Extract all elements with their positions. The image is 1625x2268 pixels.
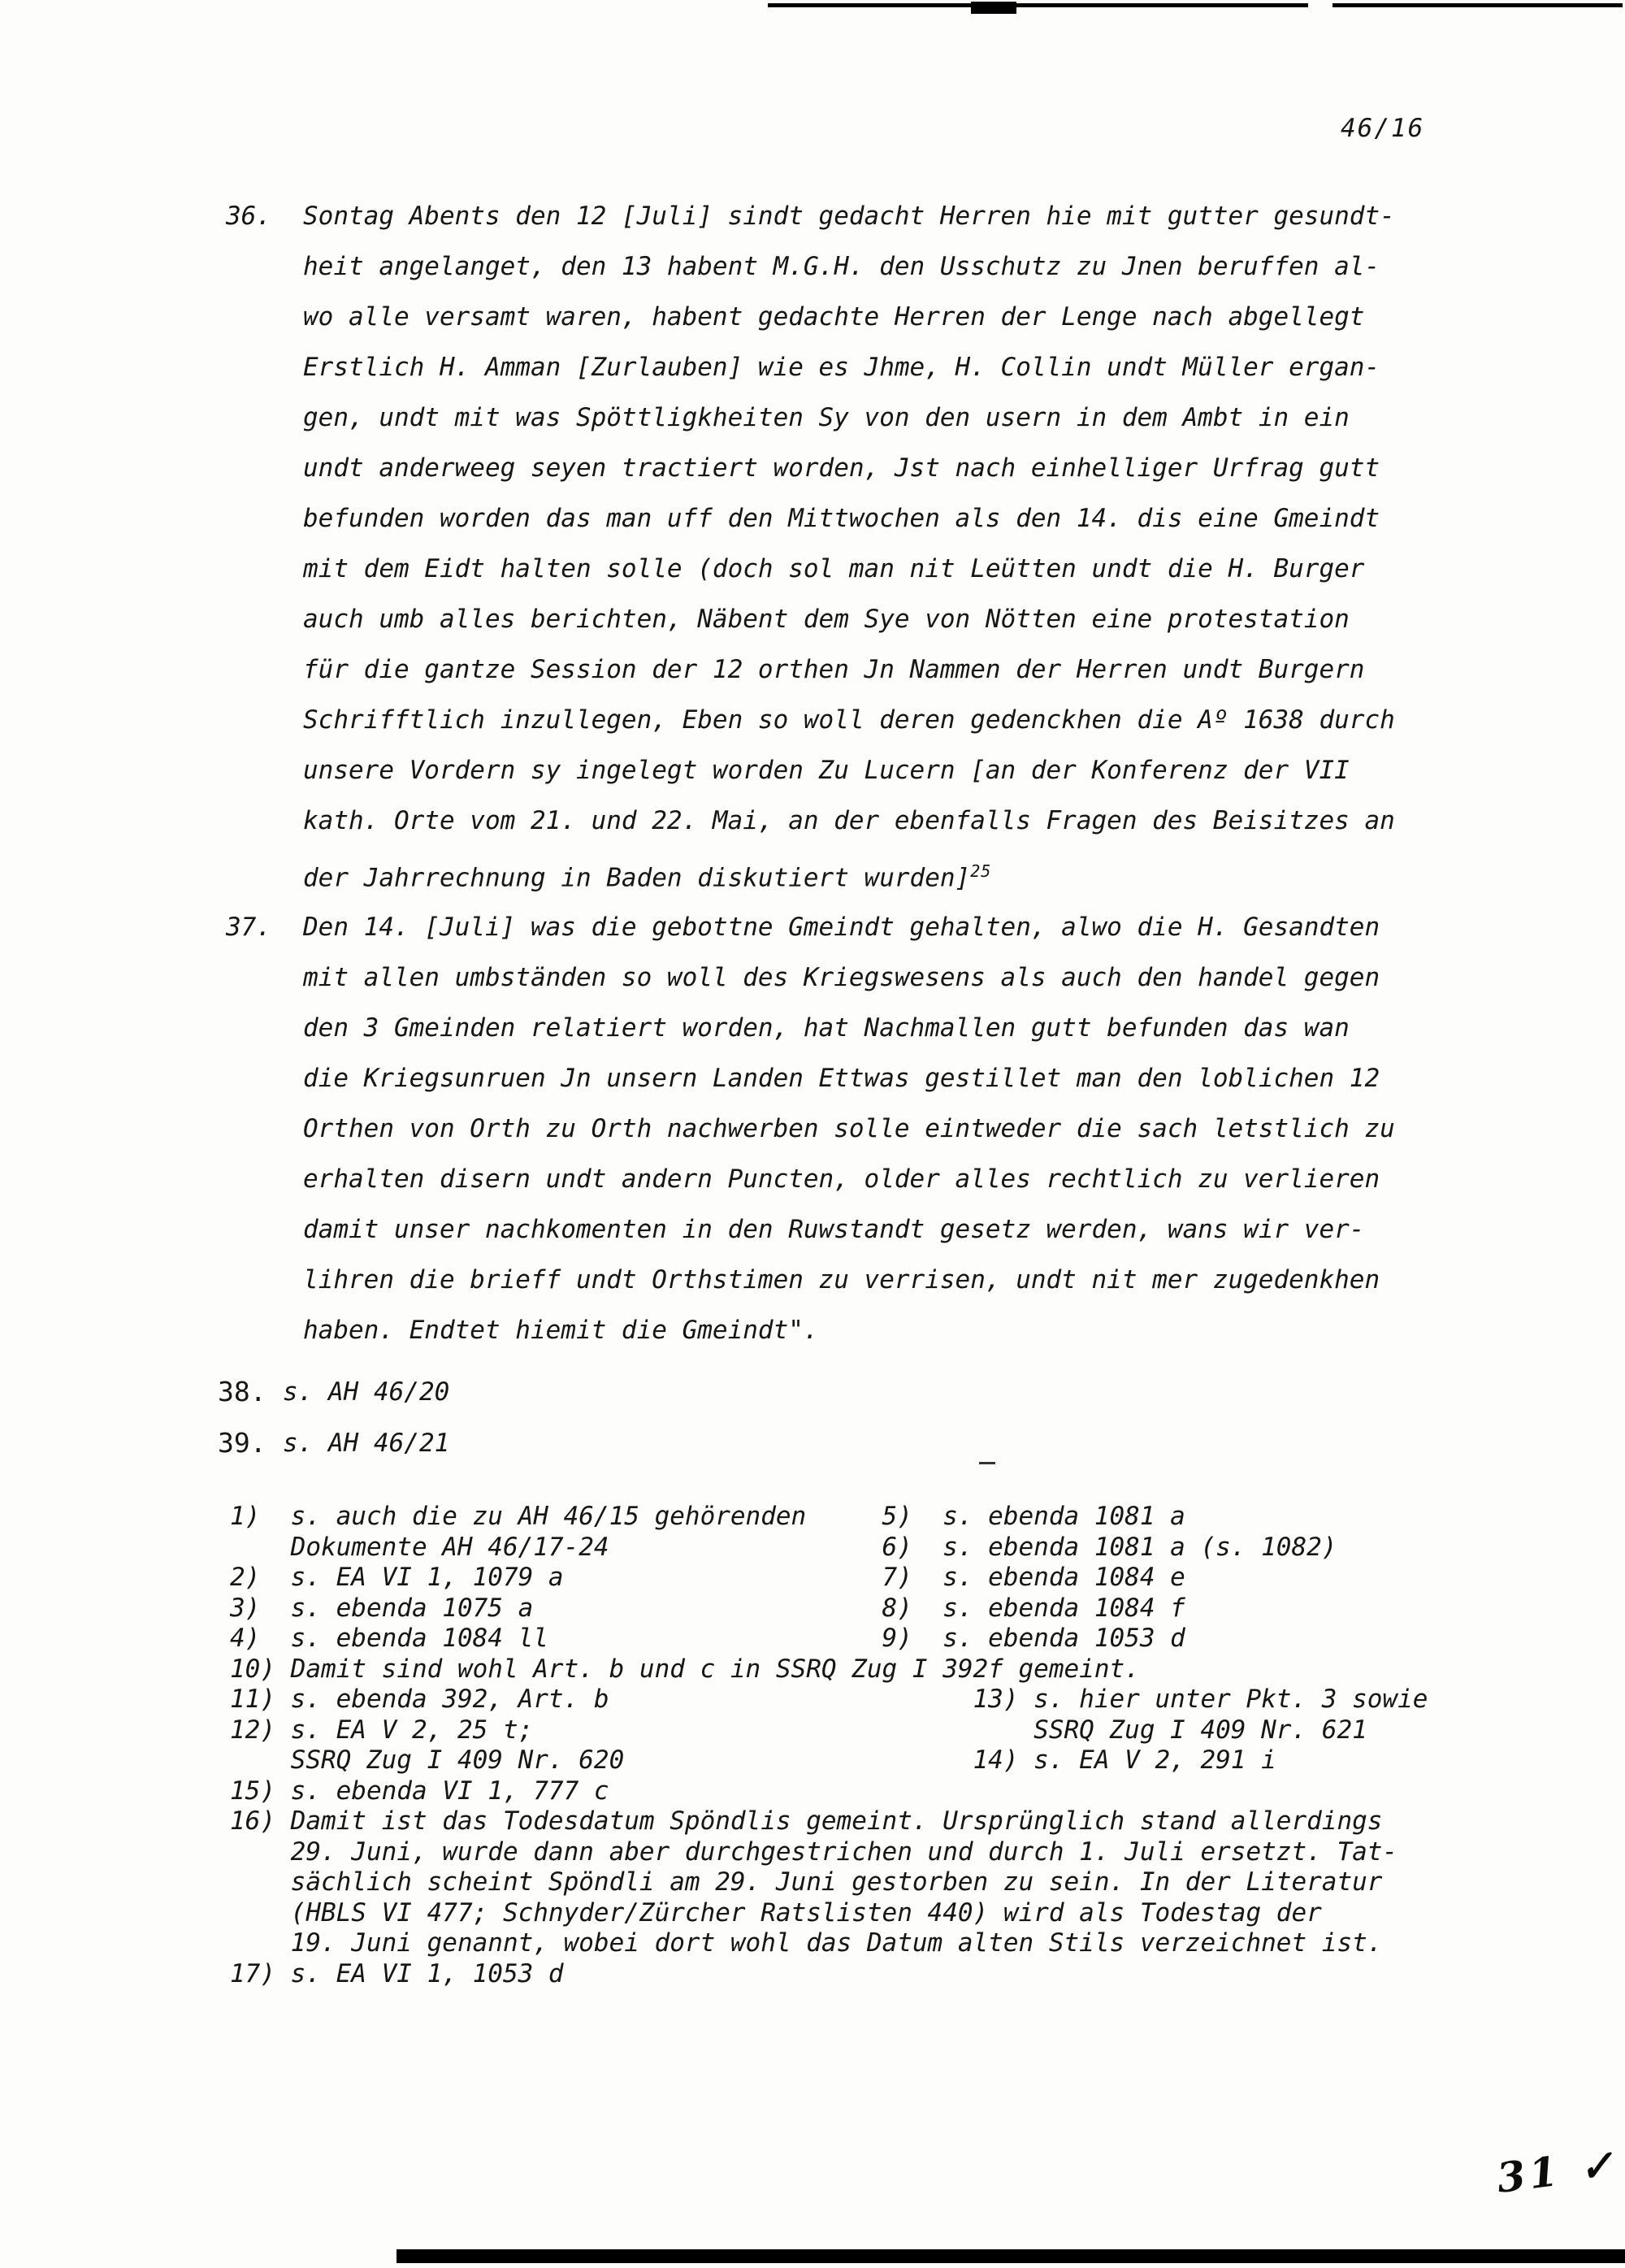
scan-artifact-stray-dash [979,1462,995,1464]
text-line: 11) s. ebenda 392, Art. b 13) s. hier unter Pkt. 3 sowie [230,1685,1428,1714]
text-line: Den 14. [Juli] was die gebottne Gmeindt gehalten, alwo die H. Gesandten [303,913,1380,942]
entry-37-number: 37. [226,913,271,942]
entry-37-body [303,902,1526,1355]
entry-38-text: s. AH 46/20 [283,1377,450,1407]
scan-artifact-bottom-bar [396,2249,1625,2263]
text-line: 1) s. auch die zu AH 46/15 gehörenden 5) s. ebenda 1081 a [230,1502,1185,1531]
text-line: 4) s. ebenda 1084 ll 9) s. ebenda 1053 d [230,1624,1185,1653]
text-line: heit angelanget, den 13 habent M.G.H. den Usschutz zu Jnen beruffen al- [303,252,1380,281]
text-line: 10) Damit sind wohl Art. b und c in SSRQ Zug I 392f gemeint. [230,1654,1140,1684]
text-line: befunden worden das man uff den Mittwochen als den 14. dis eine Gmeindt [303,504,1380,533]
footnotes [230,1502,1571,1989]
text-line: die Kriegsunruen Jn unsern Landen Ettwas gestillet man den loblichen 12 [303,1064,1380,1093]
text-line: undt anderweeg seyen tractiert worden, Jst nach einhelliger Urfrag gutt [303,453,1380,483]
text-line: sächlich scheint Spöndli am 29. Juni gestorben zu sein. In der Literatur [230,1867,1383,1897]
text-line: wo alle versamt waren, habent gedachte Herren der Lenge nach abgellegt [303,302,1365,332]
footnote-ref-25: 25 [970,861,992,881]
text-line: 15) s. ebenda VI 1, 777 c [230,1776,609,1806]
text-line: erhalten disern undt andern Puncten, older alles rechtlich zu verlieren [303,1164,1380,1194]
text-line: Schrifftlich inzullegen, Eben so woll deren gedenckhen die Aº 1638 durch [303,705,1395,735]
scan-artifact-top-line-right [1332,3,1623,7]
entry-36-number: 36. [226,202,271,231]
entry-38-number: 38. [218,1376,266,1407]
text-line: Dokumente AH 46/17-24 6) s. ebenda 1081 a (s. 1082) [230,1532,1337,1562]
text-line: 19. Juni genannt, wobei dort wohl das Datum alten Stils verzeichnet ist. [230,1928,1383,1958]
text-line: kath. Orte vom 21. und 22. Mai, an der ebenfalls Fragen des Beisitzes an [303,806,1395,835]
text-line: für die gantze Session der 12 orthen Jn Nammen der Herren undt Burgern [303,655,1365,684]
text-line: unsere Vordern sy ingelegt worden Zu Lucern [an der Konferenz der VII [303,756,1350,785]
entry-36 [226,191,1526,903]
text-line: SSRQ Zug I 409 Nr. 620 14) s. EA V 2, 291 i [230,1745,1276,1775]
text-line: 3) s. ebenda 1075 a 8) s. ebenda 1084 f [230,1593,1185,1623]
text-line: Orthen von Orth zu Orth nachwerben solle eintweder die sach letstlich zu [303,1114,1395,1143]
text-line: mit dem Eidt halten solle (doch sol man nit Leütten undt die H. Burger [303,554,1365,583]
entry-36-body [303,191,1526,846]
text-line: Sontag Abents den 12 [Juli] sindt gedacht Herren hie mit gutter gesundt- [303,202,1395,231]
text-line: den 3 Gmeinden relatiert worden, hat Nachmallen gutt befunden das wan [303,1013,1350,1043]
page-number: 46/16 [1341,114,1425,143]
entry-38 [218,1367,949,1417]
text-line: 17) s. EA VI 1, 1053 d [230,1958,564,1988]
text-line: 2) s. EA VI 1, 1079 a 7) s. ebenda 1084 e [230,1563,1185,1592]
text-line: auch umb alles berichten, Näbent dem Sye von Nötten eine protestation [303,605,1350,634]
entry-39-number: 39. [218,1427,266,1459]
text-line: damit unser nachkomenten in den Ruwstandt gesetz werden, wans wir ver- [303,1215,1365,1244]
text-line: Erstlich H. Amman [Zurlauben] wie es Jhme, H. Collin undt Müller ergan- [303,353,1380,382]
entry-37 [226,902,1526,1355]
text-line: gen, undt mit was Spöttligkheiten Sy von den usern in dem Ambt in ein [303,403,1350,432]
text-line: lihren die brieff undt Orthstimen zu verrisen, undt nit mer zugedenkhen [303,1265,1380,1294]
scan-artifact-top-blob [971,2,1016,14]
text-line: 29. Juni, wurde dann aber durchgestrichen und durch 1. Juli ersetzt. Tat- [230,1837,1398,1867]
text-line: 16) Damit ist das Todesdatum Spöndlis gemeint. Ursprünglich stand allerdings [230,1806,1383,1836]
handwritten-annotation: 31 ✓ [1493,2140,1620,2202]
text-line: 12) s. EA V 2, 25 t; SSRQ Zug I 409 Nr. 621 [230,1715,1367,1745]
entry-39 [218,1418,949,1468]
entry-39-text: s. AH 46/21 [283,1429,450,1458]
entry-36-last-line-text: der Jahrrechnung in Baden diskutiert wurden] [303,863,971,893]
text-line: mit allen umbständen so woll des Kriegswesens als auch den handel gegen [303,963,1380,992]
text-line: (HBLS VI 477; Schnyder/Zürcher Ratslisten 440) wird als Todestag der [230,1897,1322,1928]
scan-artifact-top-line-left [768,3,1308,7]
text-line: haben. Endtet hiemit die Gmeindt". [303,1316,819,1345]
entry-36-last-line [303,846,1526,903]
